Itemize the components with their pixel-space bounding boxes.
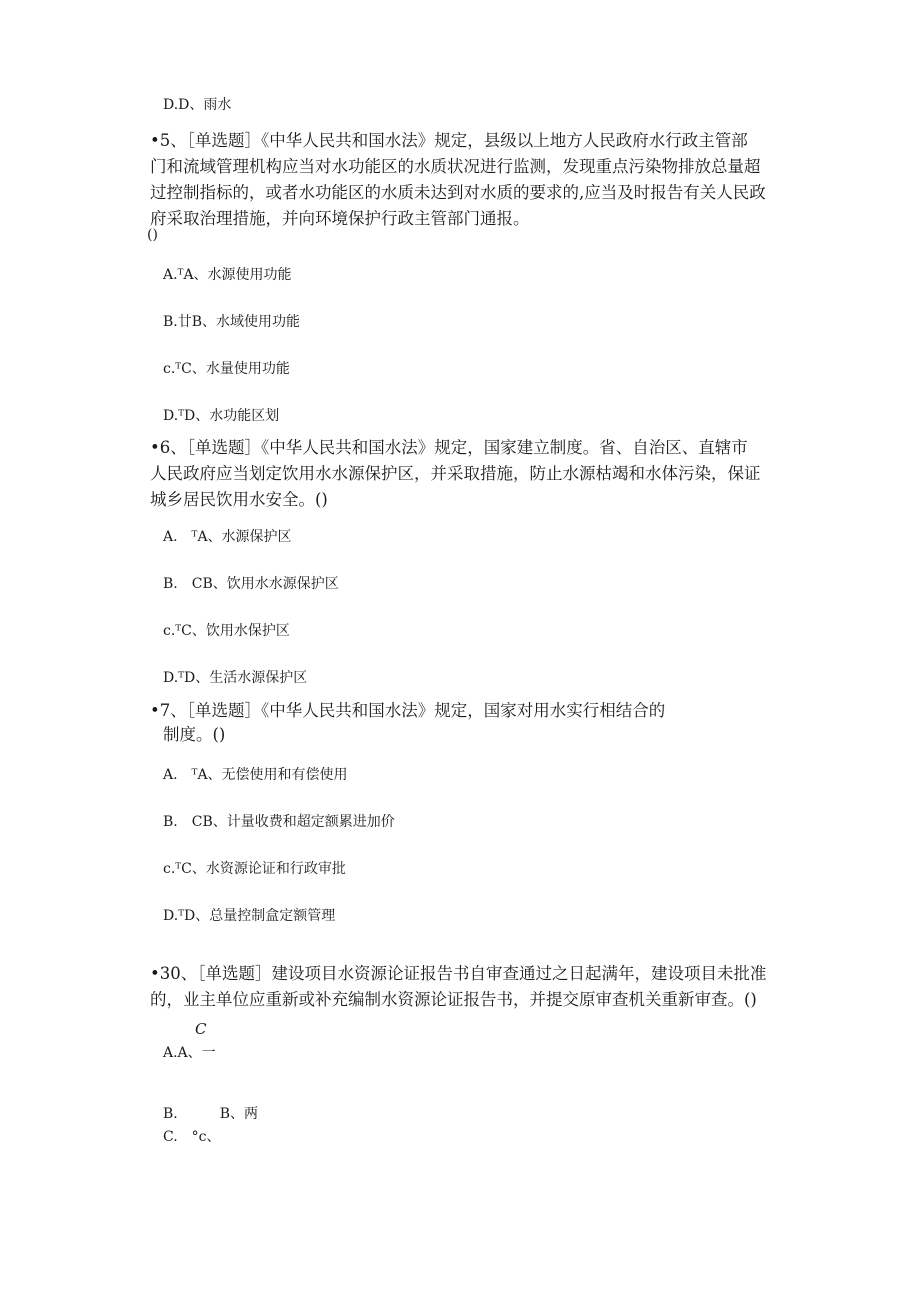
option-c[interactable]: C. °c、 <box>163 1129 221 1145</box>
question-text-line: 制度。() <box>163 725 226 744</box>
question-text-line: 城乡居民饮用水安全。() <box>150 490 328 509</box>
option-c[interactable]: c.ᵀC、饮用水保护区 <box>163 623 290 639</box>
question-text-line: 府采取治理措施，并向环境保护行政主管部门通报。 <box>150 209 530 228</box>
option-c[interactable]: c.ᵀC、水资源论证和行政审批 <box>163 861 346 877</box>
answer-mark: C <box>195 1020 207 1038</box>
option-a[interactable]: A.ᵀA、水源使用功能 <box>163 267 292 283</box>
question-text-line: •5、［单选题］《中华人民共和国水法》规定，县级以上地方人民政府水行政主管部 <box>150 131 748 150</box>
question-text-line: •6、［单选题］《中华人民共和国水法》规定，国家建立制度。省、自治区、直辖市 <box>150 438 748 457</box>
option-a[interactable]: A. ᵀA、无偿使用和有偿使用 <box>163 767 348 783</box>
option-a[interactable]: A. ᵀA、水源保护区 <box>163 529 292 545</box>
question-text-line: 的，业主单位应重新或补充编制水资源论证报告书，并提交原审查机关重新审查。() <box>150 990 757 1009</box>
option-b[interactable]: B. CB、计量收费和超定额累进加价 <box>163 814 395 830</box>
question-text-line: 门和流域管理机构应当对水功能区的水质状况进行监测，发现重点污染物排放总量超 <box>150 157 761 176</box>
question-text-line: 人民政府应当划定饮用水水源保护区，并采取措施，防止水源枯竭和水体污染，保证 <box>150 464 761 483</box>
answer-blank: () <box>147 227 158 243</box>
option-d[interactable]: D.ᵀD、总量控制盒定额管理 <box>163 908 336 924</box>
option-d[interactable]: D.ᵀD、生活水源保护区 <box>163 670 308 686</box>
option-c[interactable]: c.ᵀC、水量使用功能 <box>163 361 290 377</box>
option-b[interactable]: B.廿B、水域使用功能 <box>163 314 301 330</box>
option-d[interactable]: D.ᵀD、水功能区划 <box>163 408 280 424</box>
option-b[interactable]: B. B、两 <box>163 1106 259 1122</box>
option-b[interactable]: B. CB、饮用水水源保护区 <box>163 576 339 592</box>
option-a[interactable]: A.A、一 <box>163 1045 216 1061</box>
question-text-line: 过控制指标的，或者水功能区的水质未达到对水质的要求的,应当及时报告有关人民政 <box>150 183 766 202</box>
question-text-line: •30、［单选题］建设项目水资源论证报告书自审查通过之日起满年，建设项目未批准 <box>150 964 767 983</box>
question-text-line: •7、［单选题］《中华人民共和国水法》规定，国家对用水实行相结合的 <box>150 701 666 720</box>
top-option[interactable]: D.D、雨水 <box>163 97 232 113</box>
